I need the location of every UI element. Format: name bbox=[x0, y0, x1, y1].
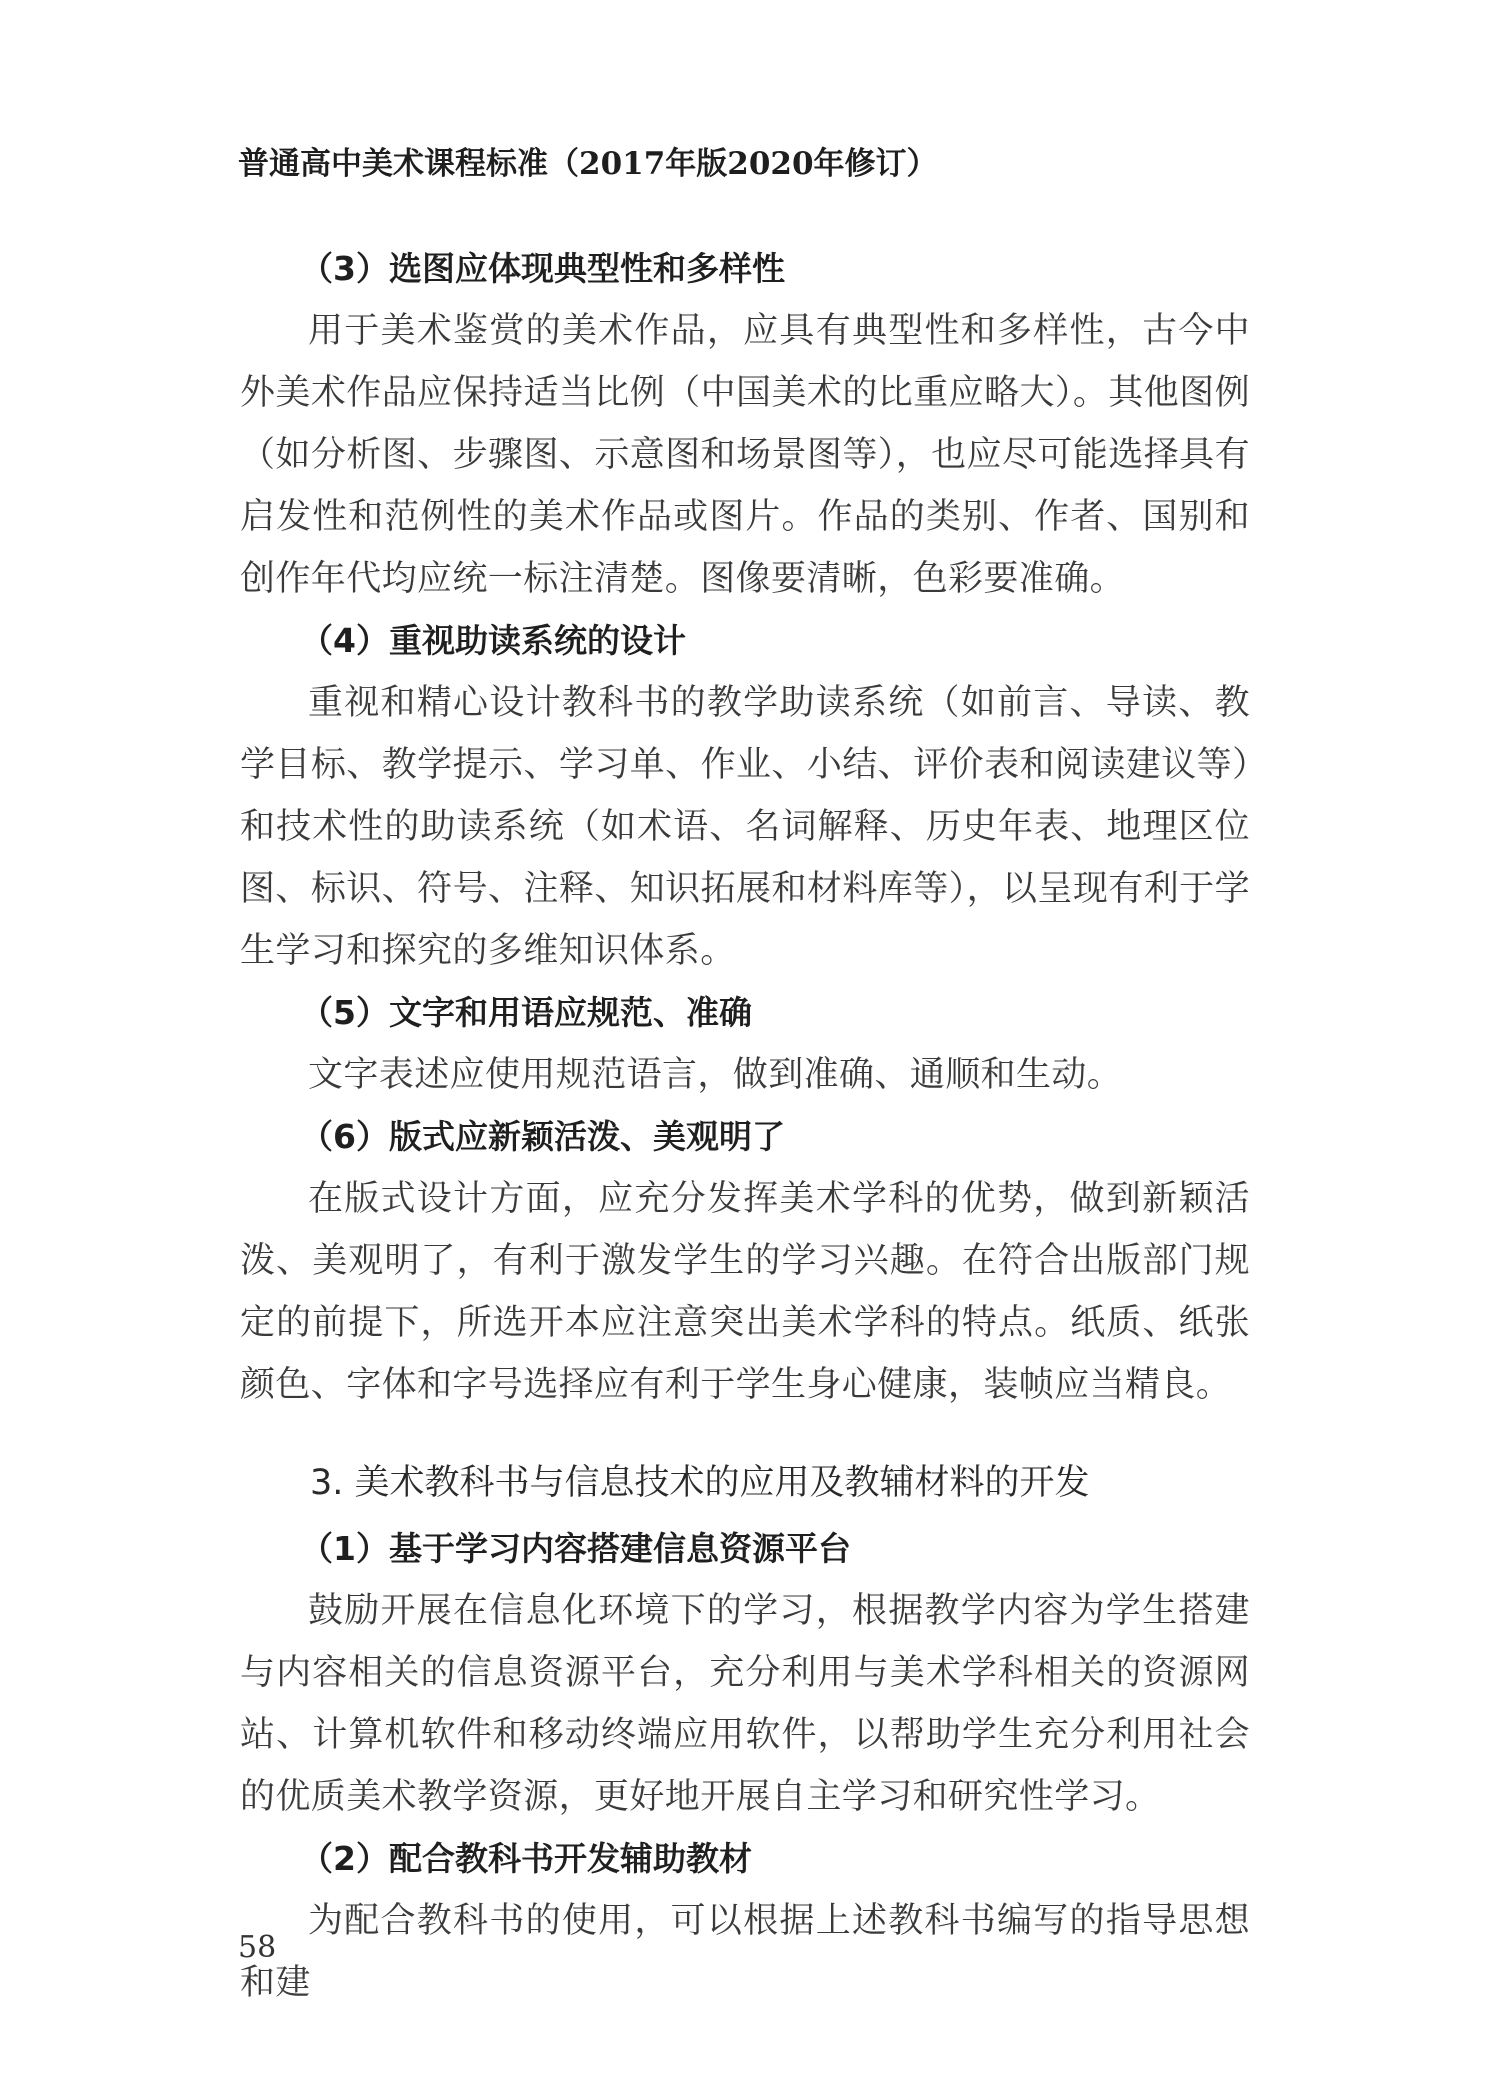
body-paragraph: 重视和精心设计教科书的教学助读系统（如前言、导读、教学目标、教学提示、学习单、作业、小结、评价表和阅读建议等）和技术性的助读系统（如术语、名词解释、历史年表、地理区位图、标识、符号、注释、知识拓展和材料库等），以呈现有利于学生学习和探究的多维知识体系。 bbox=[240, 683, 1250, 971]
subsection-heading: （5）文字和用语应规范、准确 bbox=[300, 993, 752, 1032]
subsection-heading: （1）基于学习内容搭建信息资源平台 bbox=[300, 1529, 851, 1568]
body-paragraph: 为配合教科书的使用，可以根据上述教科书编写的指导思想和建 bbox=[240, 1901, 1250, 2003]
subsection-heading: （2）配合教科书开发辅助教材 bbox=[300, 1839, 752, 1878]
page-number: 58 bbox=[238, 1930, 277, 1965]
running-header: 普通高中美术课程标准（2017年版2020年修订） bbox=[238, 146, 938, 182]
subsection-heading: （4）重视助读系统的设计 bbox=[300, 621, 686, 660]
body-paragraph: 文字表述应使用规范语言，做到准确、通顺和生动。 bbox=[308, 1055, 1123, 1095]
section-heading: 3. 美术教科书与信息技术的应用及教辅材料的开发 bbox=[310, 1463, 1090, 1503]
page-content bbox=[240, 238, 1250, 2014]
body-paragraph: 在版式设计方面，应充分发挥美术学科的优势，做到新颖活泼、美观明了，有利于激发学生的学习兴趣。在符合出版部门规定的前提下，所选开本应注意突出美术学科的特点。纸质、纸张颜色、字体和字号选择应有利于学生身心健康，装帧应当精良。 bbox=[240, 1179, 1250, 1405]
subsection-heading: （6）版式应新颖活泼、美观明了 bbox=[300, 1117, 785, 1156]
subsection-heading: （3）选图应体现典型性和多样性 bbox=[300, 249, 785, 288]
body-paragraph: 鼓励开展在信息化环境下的学习，根据教学内容为学生搭建与内容相关的信息资源平台，充分利用与美术学科相关的资源网站、计算机软件和移动终端应用软件，以帮助学生充分利用社会的优质美术教学资源，更好地开展自主学习和研究性学习。 bbox=[240, 1591, 1250, 1817]
body-paragraph: 用于美术鉴赏的美术作品，应具有典型性和多样性，古今中外美术作品应保持适当比例（中国美术的比重应略大）。其他图例（如分析图、步骤图、示意图和场景图等），也应尽可能选择具有启发性和范例性的美术作品或图片。作品的类别、作者、国别和创作年代均应统一标注清楚。图像要清晰，色彩要准确。 bbox=[240, 311, 1250, 599]
